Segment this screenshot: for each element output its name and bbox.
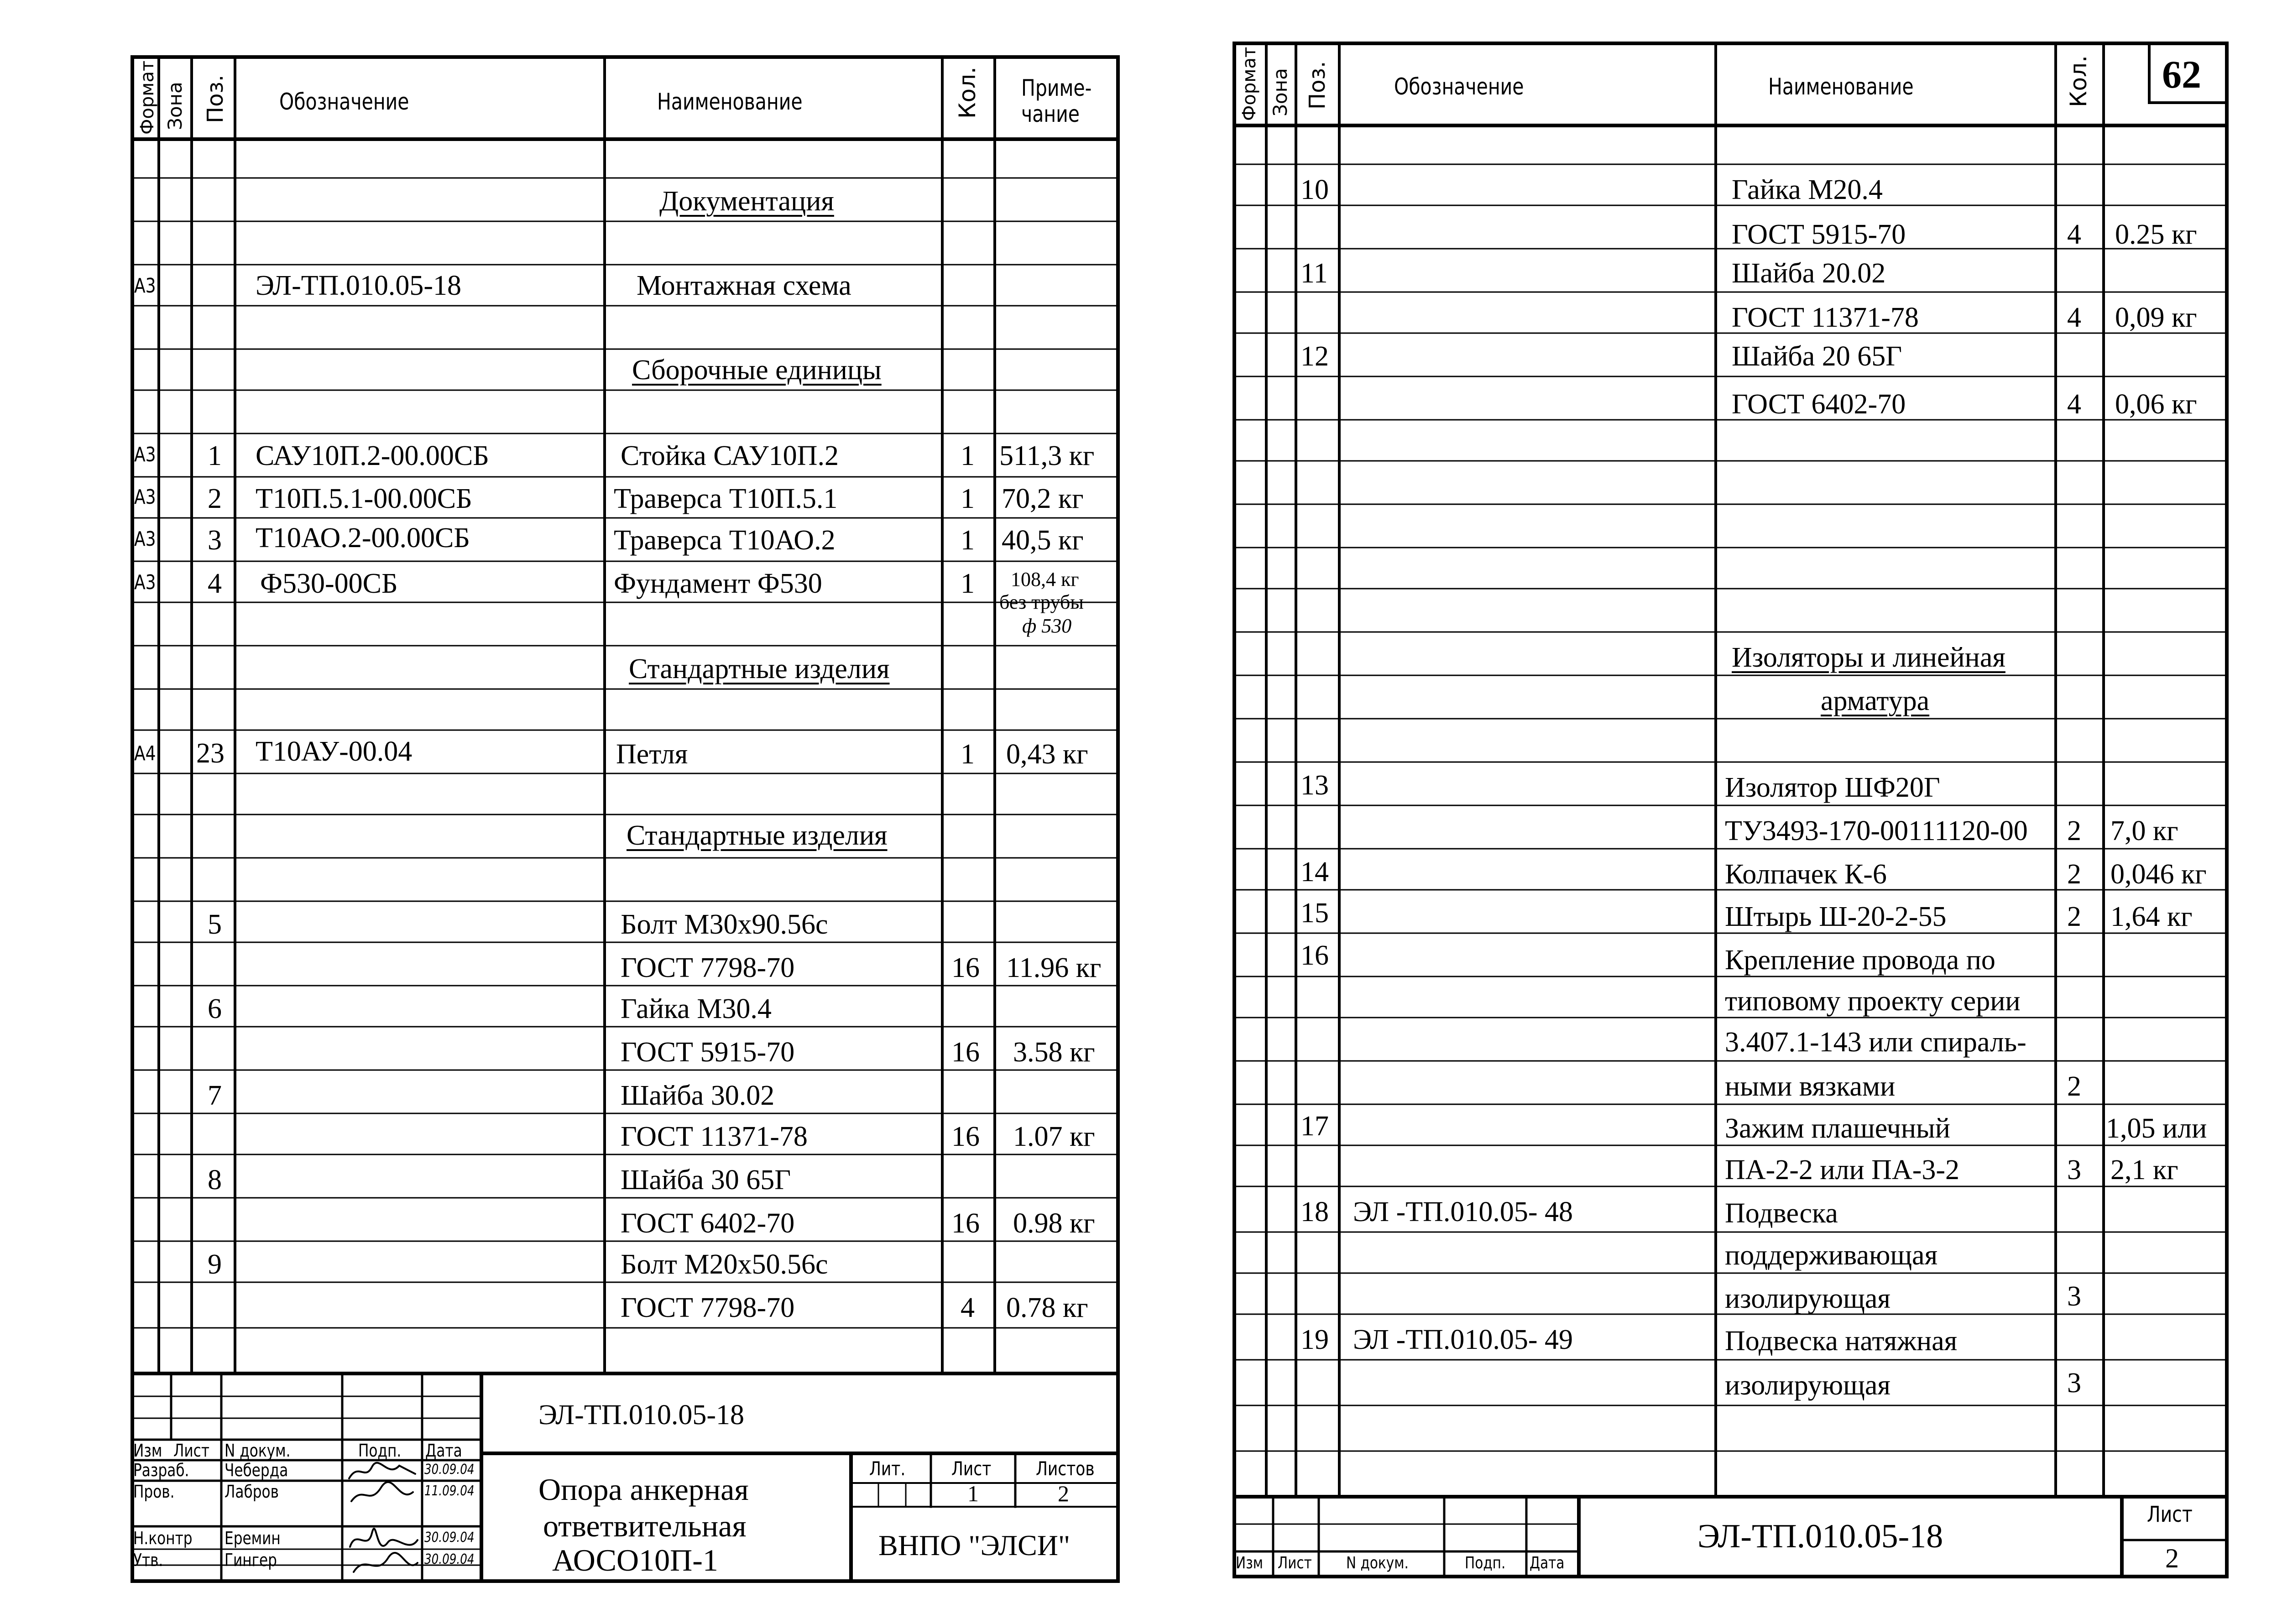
header-note-1: Приме-: [1021, 75, 1092, 101]
row-designation: Т10АО.2-00.00СБ: [256, 522, 470, 554]
tb-sheet-label: Лист: [2147, 1502, 2193, 1527]
tb-sheet-label: Лист: [951, 1457, 992, 1480]
row-qty: 3: [2067, 1154, 2081, 1185]
section-heading: арматура: [1821, 685, 1930, 716]
row-note: 0,09 кг: [2115, 302, 2197, 333]
row-pos: 2: [208, 483, 222, 514]
row-pos: 4: [208, 568, 222, 599]
row-name: Шайба 30 65Г: [621, 1164, 791, 1196]
tb-role: Утв.: [133, 1550, 163, 1570]
row-name: Штырь Ш-20-2-55: [1725, 901, 1947, 932]
row-name: ГОСТ 6402-70: [621, 1208, 795, 1239]
section-heading: Стандартные изделия: [627, 820, 888, 851]
row-name: ГОСТ 7798-70: [621, 952, 795, 983]
tb-sheets: 2: [1058, 1481, 1069, 1506]
row-pos: 14: [1300, 856, 1329, 888]
header-pos: Поз.: [1305, 61, 1330, 110]
row-note: 511,3 кг: [999, 440, 1095, 471]
header-qty: Кол.: [954, 67, 981, 119]
tb-person: Еремин: [225, 1528, 281, 1548]
row-qty: 2: [2067, 901, 2081, 932]
tb-header-data: Дата: [425, 1441, 462, 1461]
row-name: Изолятор ШФ20Г: [1725, 772, 1940, 803]
row-note: 0,43 кг: [1006, 739, 1088, 770]
row-note: 1.07 кг: [1013, 1121, 1095, 1152]
row-note: 70,2 кг: [1002, 483, 1084, 514]
tb-role: Н.контр: [133, 1528, 193, 1548]
row-note: 0.98 кг: [1013, 1208, 1095, 1239]
row-designation: ЭЛ -ТП.010.05- 48: [1353, 1196, 1573, 1227]
row-name: ГОСТ 5915-70: [1732, 219, 1906, 250]
row-qty: 16: [951, 1037, 980, 1068]
row-name: 3.407.1-143 или спираль-: [1725, 1027, 2026, 1058]
row-format: А3: [134, 571, 156, 594]
tb-header-podp: Подп.: [1465, 1554, 1506, 1572]
row-name: Подвеска натяжная: [1725, 1326, 1958, 1357]
row-qty: 1: [961, 440, 975, 471]
row-name: ТУ3493-170-00111120-00: [1725, 815, 2028, 846]
row-qty: 2: [2067, 815, 2081, 846]
tb-header-list: Лист: [173, 1441, 209, 1461]
row-name: Стойка САУ10П.2: [621, 440, 839, 471]
row-pos: 11: [1300, 258, 1328, 289]
row-note: 0.25 кг: [2115, 219, 2197, 250]
section-heading: Изоляторы и линейная: [1732, 642, 2005, 673]
row-note: 2,1 кг: [2110, 1154, 2178, 1185]
row-name: Шайба 20 65Г: [1732, 341, 1902, 372]
tb-header-data: Дата: [1530, 1554, 1565, 1572]
row-qty: 2: [2067, 859, 2081, 890]
row-name: Крепление провода по: [1725, 945, 1995, 976]
row-qty: 2: [2067, 1071, 2081, 1102]
row-pos: 7: [208, 1080, 222, 1111]
row-format: А3: [134, 443, 156, 466]
row-name: изолирующая: [1725, 1370, 1891, 1401]
row-name: Траверса Т10П.5.1: [614, 483, 838, 514]
tb-date: 30.09.04: [424, 1551, 475, 1567]
row-pos: 1: [208, 440, 222, 471]
row-designation: САУ10П.2-00.00СБ: [256, 440, 489, 471]
row-name: поддерживающая: [1725, 1240, 1938, 1271]
row-pos: 5: [208, 909, 222, 940]
title-line-3: АОСО10П-1: [552, 1543, 718, 1577]
header-note-2: чание: [1021, 101, 1080, 127]
title-line-1: Опора анкерная: [538, 1472, 749, 1507]
row-name: ПА-2-2 или ПА-3-2: [1725, 1154, 1959, 1185]
row-name: ГОСТ 11371-78: [1732, 302, 1919, 333]
tb-header-ndoc: N докум.: [225, 1441, 291, 1461]
tb-header-podp: Подп.: [358, 1441, 402, 1461]
row-qty: 3: [2067, 1281, 2081, 1312]
row-note: 0,046 кг: [2110, 859, 2207, 890]
row-name: ными вязками: [1725, 1071, 1896, 1102]
org-name: ВНПО "ЭЛСИ": [878, 1529, 1071, 1561]
row-qty: 4: [2067, 389, 2081, 420]
row-pos: 16: [1300, 940, 1329, 971]
header-designation: Обозначение: [1394, 73, 1524, 100]
row-format: А3: [134, 486, 156, 509]
title-line-2: ответвительная: [543, 1509, 747, 1543]
row-qty: 16: [951, 952, 980, 983]
row-qty: 1: [961, 568, 975, 599]
row-note: 1,05 или: [2106, 1113, 2207, 1144]
tb-person: Чеберда: [225, 1460, 288, 1480]
tb-header-izm: Изм: [1236, 1554, 1264, 1572]
row-format: А4: [134, 742, 156, 765]
row-note: ф 530: [1022, 615, 1072, 637]
row-qty: 4: [2067, 302, 2081, 333]
tb-header-list: Лист: [1278, 1554, 1312, 1572]
section-heading: Сборочные единицы: [632, 355, 882, 386]
row-name: Петля: [616, 739, 688, 770]
tb-lit-label: Лит.: [869, 1457, 906, 1480]
tb-person: Гингер: [225, 1550, 277, 1570]
header-name: Наименование: [657, 89, 803, 115]
row-pos: 9: [208, 1249, 222, 1280]
row-designation: Ф530-00СБ: [260, 568, 398, 599]
row-designation: Т10П.5.1-00.00СБ: [256, 483, 472, 514]
row-name: ГОСТ 6402-70: [1732, 389, 1906, 420]
tb-role: Пров.: [133, 1482, 175, 1502]
row-note: 108,4 кг: [1011, 568, 1079, 590]
row-name: ГОСТ 7798-70: [621, 1292, 795, 1323]
section-heading: Стандартные изделия: [629, 653, 890, 684]
row-designation: ЭЛ -ТП.010.05- 49: [1353, 1324, 1573, 1355]
row-qty: 1: [961, 739, 975, 770]
row-note: 3.58 кг: [1013, 1037, 1095, 1068]
row-name: ГОСТ 5915-70: [621, 1037, 795, 1068]
tb-date: 30.09.04: [424, 1530, 475, 1546]
row-pos: 15: [1300, 898, 1329, 929]
tb-role: Разраб.: [133, 1460, 189, 1480]
row-qty: 1: [961, 525, 975, 556]
row-name: Гайка М20.4: [1732, 174, 1883, 205]
row-note: 0.78 кг: [1006, 1292, 1088, 1323]
row-qty: 4: [961, 1292, 975, 1323]
row-note: 0,06 кг: [2115, 389, 2197, 420]
row-pos: 18: [1300, 1196, 1329, 1227]
row-qty: 1: [961, 483, 975, 514]
row-name: Фундамент Ф530: [614, 568, 822, 599]
row-pos: 8: [208, 1164, 222, 1196]
row-qty: 16: [951, 1208, 980, 1239]
row-name: Болт М30х90.56с: [621, 909, 828, 940]
page-number: 62: [2162, 52, 2201, 96]
tb-header-ndoc: N докум.: [1346, 1554, 1409, 1572]
header-format: Формат: [137, 60, 158, 135]
header-zone: Зона: [164, 82, 186, 130]
row-designation: Т10АУ-00.04: [256, 736, 413, 767]
header-pos: Поз.: [203, 74, 228, 123]
row-note: без трубы: [999, 591, 1084, 613]
header-name: Наименование: [1768, 73, 1914, 100]
header-zone: Зона: [1269, 68, 1291, 116]
row-qty: 4: [2067, 219, 2081, 250]
row-note: 40,5 кг: [1002, 525, 1084, 556]
tb-sheet: 2: [2165, 1543, 2179, 1573]
row-pos: 13: [1300, 770, 1329, 801]
row-note: 1,64 кг: [2110, 901, 2193, 932]
row-pos: 10: [1300, 174, 1329, 205]
row-format: А3: [134, 274, 156, 298]
row-name: Гайка М30.4: [621, 993, 772, 1024]
row-name: изолирующая: [1725, 1283, 1891, 1314]
row-name: Траверса Т10АО.2: [614, 525, 836, 556]
tb-header-izm: Изм: [133, 1441, 162, 1461]
row-pos: 23: [196, 738, 225, 769]
doc-code: ЭЛ-ТП.010.05-18: [538, 1399, 745, 1431]
row-pos: 3: [208, 525, 222, 556]
row-pos: 12: [1300, 341, 1329, 372]
tb-date: 30.09.04: [424, 1462, 475, 1478]
row-name: Подвеска: [1725, 1198, 1838, 1229]
tb-sheets-label: Листов: [1036, 1457, 1095, 1480]
row-name: ГОСТ 11371-78: [621, 1121, 808, 1152]
row-qty: 3: [2067, 1368, 2081, 1399]
header-designation: Обозначение: [279, 89, 409, 115]
tb-person: Лабров: [225, 1482, 279, 1502]
row-name: Шайба 20.02: [1732, 258, 1886, 289]
row-pos: 17: [1300, 1111, 1329, 1142]
tb-date: 11.09.04: [424, 1483, 475, 1499]
row-name: Болт М20х50.56с: [621, 1249, 828, 1280]
row-designation: ЭЛ-ТП.010.05-18: [256, 270, 462, 301]
row-qty: 16: [951, 1121, 980, 1152]
row-pos: 19: [1300, 1324, 1329, 1355]
row-name: Шайба 30.02: [621, 1080, 775, 1111]
header-format: Формат: [1239, 47, 1260, 121]
row-name: Колпачек К-6: [1725, 859, 1887, 890]
row-name: Зажим плашечный: [1725, 1113, 1950, 1144]
row-note: 11.96 кг: [1006, 952, 1102, 983]
row-name: Монтажная схема: [637, 270, 851, 301]
section-heading: Документация: [659, 186, 834, 217]
row-pos: 6: [208, 993, 222, 1024]
header-qty: Кол.: [2065, 55, 2092, 107]
tb-sheet: 1: [967, 1481, 979, 1506]
row-name: типовому проекту серии: [1725, 986, 2021, 1017]
signatures-icon: [345, 1460, 422, 1579]
row-note: 7,0 кг: [2110, 815, 2178, 846]
doc-code: ЭЛ-ТП.010.05-18: [1697, 1518, 1943, 1555]
row-format: А3: [134, 527, 156, 551]
